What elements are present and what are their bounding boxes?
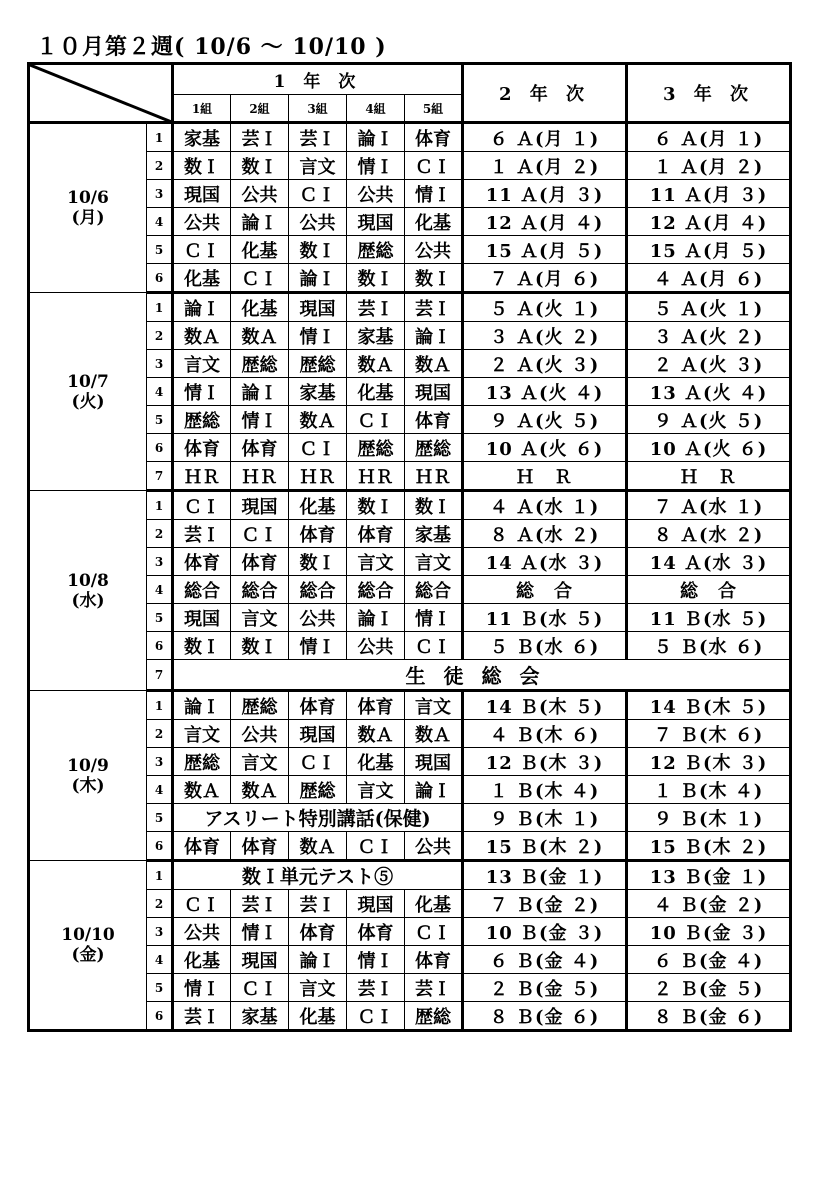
subject-cell: 芸Ｉ xyxy=(289,890,347,918)
subject-cell: 公共 xyxy=(347,632,405,660)
subject-cell: 体育 xyxy=(289,520,347,548)
grade3-cell: ５ Ａ(火 １) xyxy=(627,293,791,322)
subject-cell: 論Ｉ xyxy=(347,123,405,152)
period-number: 4 xyxy=(147,576,173,604)
subject-cell: 化基 xyxy=(289,491,347,520)
subject-cell: 体育 xyxy=(289,691,347,720)
day-weekday: (金) xyxy=(71,945,105,965)
day-cell xyxy=(29,293,147,491)
subject-cell: 歴総 xyxy=(173,406,231,434)
subject-cell: 言文 xyxy=(347,548,405,576)
grade3-cell: ５ Ｂ(水 ６) xyxy=(627,632,791,660)
subject-cell: 数Ａ xyxy=(173,776,231,804)
subject-cell: 総合 xyxy=(289,576,347,604)
grade3-cell: 10 Ａ(火 ６) xyxy=(627,434,791,462)
subject-cell: 化基 xyxy=(405,208,463,236)
period-number: 6 xyxy=(147,434,173,462)
period-number: 5 xyxy=(147,804,173,832)
grade1-header: 1 年 次 xyxy=(173,64,463,95)
subject-cell: 化基 xyxy=(405,890,463,918)
subject-cell: 現国 xyxy=(405,748,463,776)
period-number: 3 xyxy=(147,918,173,946)
subject-cell: ＨＲ xyxy=(405,462,463,491)
grade3-cell: ４ Ａ(月 ６) xyxy=(627,264,791,293)
period-number: 1 xyxy=(147,293,173,322)
subject-cell: 言文 xyxy=(289,974,347,1002)
grade2-cell: ６ Ａ(月 １) xyxy=(463,123,627,152)
subject-cell: 歴総 xyxy=(289,350,347,378)
subject-cell: 総合 xyxy=(347,576,405,604)
subject-cell: ＣＩ xyxy=(405,632,463,660)
subject-cell: 家基 xyxy=(347,322,405,350)
day-cell xyxy=(29,691,147,861)
grade3-cell: ９ Ａ(火 ５) xyxy=(627,406,791,434)
subject-cell: 芸Ｉ xyxy=(405,974,463,1002)
table-row xyxy=(29,861,791,890)
subject-cell: 芸Ｉ xyxy=(289,123,347,152)
period-number: 3 xyxy=(147,350,173,378)
subject-cell: 現国 xyxy=(405,378,463,406)
subject-cell: ＣＩ xyxy=(347,1002,405,1031)
subject-cell: 言文 xyxy=(405,548,463,576)
day-weekday: (水) xyxy=(71,590,105,611)
table-row xyxy=(29,691,791,720)
grade3-cell: ８ Ｂ(金 ６) xyxy=(627,1002,791,1031)
day-date: 10/9 xyxy=(67,755,109,776)
timetable-body xyxy=(29,123,791,1031)
grade3-cell: １ Ｂ(木 ４) xyxy=(627,776,791,804)
grade2-cell: 10 Ａ(火 ６) xyxy=(463,434,627,462)
subject-cell: ＣＩ xyxy=(347,406,405,434)
period-number: 6 xyxy=(147,632,173,660)
subject-cell: ＣＩ xyxy=(347,832,405,861)
subject-cell: 数Ａ xyxy=(289,832,347,861)
subject-cell: 数Ａ xyxy=(347,350,405,378)
grade2-cell: ２ Ａ(火 ３) xyxy=(463,350,627,378)
table-row xyxy=(29,123,791,152)
subject-cell: 数Ａ xyxy=(289,406,347,434)
grade3-cell: ６ Ａ(月 １) xyxy=(627,123,791,152)
subject-cell: ＣＩ xyxy=(173,236,231,264)
subject-cell: ＨＲ xyxy=(347,462,405,491)
grade3-cell: 11 Ａ(月 ３) xyxy=(627,180,791,208)
class-header: 2組 xyxy=(231,95,289,123)
subject-cell: 数Ｉ xyxy=(405,491,463,520)
subject-cell: 体育 xyxy=(173,434,231,462)
subject-cell: ＣＩ xyxy=(289,180,347,208)
subject-cell: 公共 xyxy=(173,918,231,946)
subject-cell: 体育 xyxy=(347,520,405,548)
grade2-cell: ２ Ｂ(金 ５) xyxy=(463,974,627,1002)
subject-cell: 現国 xyxy=(289,293,347,322)
subject-cell: ＣＩ xyxy=(405,918,463,946)
subject-cell: 公共 xyxy=(231,720,289,748)
grade3-cell: 11 Ｂ(水 ５) xyxy=(627,604,791,632)
subject-cell: 現国 xyxy=(347,208,405,236)
subject-cell: 歴総 xyxy=(231,691,289,720)
period-number: 2 xyxy=(147,890,173,918)
grade3-cell: 14 Ａ(水 ３) xyxy=(627,548,791,576)
subject-cell: 歴総 xyxy=(347,236,405,264)
subject-cell: 数Ａ xyxy=(231,322,289,350)
subject-cell: ＣＩ xyxy=(231,974,289,1002)
subject-cell: 情Ｉ xyxy=(347,152,405,180)
grade3-cell: ３ Ａ(火 ２) xyxy=(627,322,791,350)
grade2-cell: ９ Ａ(火 ５) xyxy=(463,406,627,434)
grade2-cell: 14 Ｂ(木 ５) xyxy=(463,691,627,720)
subject-cell: 情Ｉ xyxy=(405,604,463,632)
period-number: 7 xyxy=(147,660,173,691)
period-number: 4 xyxy=(147,208,173,236)
subject-cell: 数Ｉ xyxy=(405,264,463,293)
page-title: １０月第２週( 10/6 ～ 10/10 ) xyxy=(36,34,387,60)
subject-cell: 論Ｉ xyxy=(231,208,289,236)
grade2-cell: ３ Ａ(火 ２) xyxy=(463,322,627,350)
subject-cell: 現国 xyxy=(173,604,231,632)
subject-cell: 化基 xyxy=(231,293,289,322)
subject-cell: 言文 xyxy=(231,748,289,776)
subject-cell: 芸Ｉ xyxy=(173,520,231,548)
subject-cell: 公共 xyxy=(347,180,405,208)
class-header: 5組 xyxy=(405,95,463,123)
subject-cell: 情Ｉ xyxy=(405,180,463,208)
subject-cell: 歴総 xyxy=(289,776,347,804)
grade2-cell: 11 Ａ(月 ３) xyxy=(463,180,627,208)
subject-cell: 化基 xyxy=(347,748,405,776)
grade2-cell: ４ Ａ(水 １) xyxy=(463,491,627,520)
subject-cell: 情Ｉ xyxy=(289,632,347,660)
subject-cell: 体育 xyxy=(173,548,231,576)
day-weekday: (火) xyxy=(71,391,105,412)
subject-cell: ＣＩ xyxy=(289,434,347,462)
subject-cell: 体育 xyxy=(231,548,289,576)
subject-cell: 家基 xyxy=(173,123,231,152)
subject-cell: 言文 xyxy=(231,604,289,632)
subject-cell: 芸Ｉ xyxy=(405,293,463,322)
grade2-cell: 総 合 xyxy=(463,576,627,604)
table-row xyxy=(29,491,791,520)
day-weekday: (月) xyxy=(71,208,105,228)
timetable xyxy=(27,62,792,1032)
subject-cell: 数Ａ xyxy=(347,720,405,748)
subject-cell: 数Ｉ xyxy=(347,264,405,293)
subject-cell: 体育 xyxy=(347,691,405,720)
subject-cell: 論Ｉ xyxy=(289,264,347,293)
subject-cell: 体育 xyxy=(405,123,463,152)
day-date: 10/7 xyxy=(67,371,109,392)
grade2-cell: 14 Ａ(水 ３) xyxy=(463,548,627,576)
subject-cell: 数Ｉ xyxy=(289,236,347,264)
period-number: 5 xyxy=(147,406,173,434)
grade2-cell: 13 Ｂ(金 １) xyxy=(463,861,627,890)
period-number: 5 xyxy=(147,236,173,264)
class-header: 3組 xyxy=(289,95,347,123)
period-number: 4 xyxy=(147,946,173,974)
subject-cell: ＣＩ xyxy=(405,152,463,180)
subject-cell: 数Ｉ xyxy=(289,548,347,576)
subject-cell: 化基 xyxy=(289,1002,347,1031)
subject-cell: 現国 xyxy=(231,491,289,520)
subject-cell: 公共 xyxy=(405,832,463,861)
subject-cell: 数Ｉ xyxy=(231,632,289,660)
grade2-cell: ８ Ａ(水 ２) xyxy=(463,520,627,548)
subject-cell: 論Ｉ xyxy=(289,946,347,974)
grade3-cell: ２ Ｂ(金 ５) xyxy=(627,974,791,1002)
subject-cell: 体育 xyxy=(289,918,347,946)
subject-cell: 家基 xyxy=(289,378,347,406)
grade3-cell: １ Ａ(月 ２) xyxy=(627,152,791,180)
grade3-cell: 12 Ｂ(木 ３) xyxy=(627,748,791,776)
subject-cell: 論Ｉ xyxy=(173,293,231,322)
period-number: 3 xyxy=(147,548,173,576)
period-number: 2 xyxy=(147,720,173,748)
subject-cell: 歴総 xyxy=(405,1002,463,1031)
subject-cell: 現国 xyxy=(231,946,289,974)
grade3-cell: 総 合 xyxy=(627,576,791,604)
grade2-cell: 13 Ａ(火 ４) xyxy=(463,378,627,406)
subject-cell: 体育 xyxy=(173,832,231,861)
grade2-cell: ７ Ａ(月 ６) xyxy=(463,264,627,293)
event-cell: 数Ｉ単元テスト⑤ xyxy=(173,861,463,890)
period-number: 1 xyxy=(147,491,173,520)
subject-cell: 言文 xyxy=(289,152,347,180)
subject-cell: 体育 xyxy=(347,918,405,946)
period-number: 4 xyxy=(147,776,173,804)
period-number: 2 xyxy=(147,520,173,548)
grade2-cell: 15 Ｂ(木 ２) xyxy=(463,832,627,861)
subject-cell: 数Ｉ xyxy=(347,491,405,520)
grade3-cell: ９ Ｂ(木 １) xyxy=(627,804,791,832)
subject-cell: 現国 xyxy=(347,890,405,918)
subject-cell: 情Ｉ xyxy=(173,974,231,1002)
subject-cell: 数Ｉ xyxy=(173,152,231,180)
grade2-cell: ７ Ｂ(金 ２) xyxy=(463,890,627,918)
subject-cell: 体育 xyxy=(405,406,463,434)
period-number: 2 xyxy=(147,322,173,350)
subject-cell: ＣＩ xyxy=(173,491,231,520)
subject-cell: 言文 xyxy=(173,720,231,748)
subject-cell: 数Ｉ xyxy=(231,152,289,180)
period-number: 6 xyxy=(147,1002,173,1031)
grade3-cell: 13 Ｂ(金 １) xyxy=(627,861,791,890)
period-number: 4 xyxy=(147,378,173,406)
period-number: 3 xyxy=(147,748,173,776)
subject-cell: 芸Ｉ xyxy=(231,123,289,152)
subject-cell: 総合 xyxy=(173,576,231,604)
subject-cell: 数Ｉ xyxy=(173,632,231,660)
period-number: 5 xyxy=(147,604,173,632)
subject-cell: 公共 xyxy=(289,604,347,632)
subject-cell: 情Ｉ xyxy=(347,946,405,974)
class-header: 4組 xyxy=(347,95,405,123)
subject-cell: 論Ｉ xyxy=(347,604,405,632)
period-number: 7 xyxy=(147,462,173,491)
subject-cell: 総合 xyxy=(231,576,289,604)
subject-cell: 体育 xyxy=(405,946,463,974)
subject-cell: 論Ｉ xyxy=(405,322,463,350)
day-weekday: (木) xyxy=(71,775,105,796)
subject-cell: 歴総 xyxy=(405,434,463,462)
subject-cell: 言文 xyxy=(405,691,463,720)
day-date: 10/10 xyxy=(61,925,115,945)
subject-cell: 体育 xyxy=(231,434,289,462)
subject-cell: 数Ａ xyxy=(173,322,231,350)
subject-cell: 歴総 xyxy=(231,350,289,378)
corner-diagonal xyxy=(30,65,173,123)
subject-cell: ＣＩ xyxy=(231,264,289,293)
grade2-cell: 12 Ａ(月 ４) xyxy=(463,208,627,236)
grade2-cell: ９ Ｂ(木 １) xyxy=(463,804,627,832)
subject-cell: 公共 xyxy=(231,180,289,208)
grade2-cell: １ Ａ(月 ２) xyxy=(463,152,627,180)
period-number: 1 xyxy=(147,691,173,720)
subject-cell: 情Ｉ xyxy=(289,322,347,350)
subject-cell: 歴総 xyxy=(173,748,231,776)
period-number: 6 xyxy=(147,832,173,861)
grade3-cell: ４ Ｂ(金 ２) xyxy=(627,890,791,918)
event-cell: 生徒総会 xyxy=(173,660,791,691)
period-number: 2 xyxy=(147,152,173,180)
subject-cell: 化基 xyxy=(173,946,231,974)
grade3-cell: 14 Ｂ(木 ５) xyxy=(627,691,791,720)
period-number: 5 xyxy=(147,974,173,1002)
subject-cell: 数Ａ xyxy=(405,720,463,748)
day-date: 10/8 xyxy=(67,570,109,591)
subject-cell: 数Ａ xyxy=(405,350,463,378)
grade2-cell: １ Ｂ(木 ４) xyxy=(463,776,627,804)
grade2-cell: ８ Ｂ(金 ６) xyxy=(463,1002,627,1031)
grade3-cell: ８ Ａ(水 ２) xyxy=(627,520,791,548)
subject-cell: 家基 xyxy=(405,520,463,548)
subject-cell: 言文 xyxy=(347,776,405,804)
subject-cell: 論Ｉ xyxy=(173,691,231,720)
subject-cell: 化基 xyxy=(173,264,231,293)
subject-cell: 芸Ｉ xyxy=(231,890,289,918)
grade3-cell: ７ Ａ(水 １) xyxy=(627,491,791,520)
grade3-cell: Ｈ Ｒ xyxy=(627,462,791,491)
subject-cell: 公共 xyxy=(405,236,463,264)
subject-cell: 歴総 xyxy=(347,434,405,462)
day-cell xyxy=(29,123,147,293)
subject-cell: ＨＲ xyxy=(289,462,347,491)
subject-cell: 芸Ｉ xyxy=(347,293,405,322)
subject-cell: 芸Ｉ xyxy=(347,974,405,1002)
grade2-cell: 15 Ａ(月 ５) xyxy=(463,236,627,264)
subject-cell: 論Ｉ xyxy=(405,776,463,804)
grade3-cell: 10 Ｂ(金 ３) xyxy=(627,918,791,946)
subject-cell: 現国 xyxy=(173,180,231,208)
period-number: 1 xyxy=(147,861,173,890)
subject-cell: 現国 xyxy=(289,720,347,748)
grade2-cell: ５ Ａ(火 １) xyxy=(463,293,627,322)
subject-cell: 化基 xyxy=(231,236,289,264)
subject-cell: 論Ｉ xyxy=(231,378,289,406)
subject-cell: ＣＩ xyxy=(173,890,231,918)
grade3-cell: ２ Ａ(火 ３) xyxy=(627,350,791,378)
period-number: 1 xyxy=(147,123,173,152)
grade2-cell: ６ Ｂ(金 ４) xyxy=(463,946,627,974)
grade3-cell: 15 Ａ(月 ５) xyxy=(627,236,791,264)
subject-cell: 公共 xyxy=(173,208,231,236)
grade2-cell: ４ Ｂ(木 ６) xyxy=(463,720,627,748)
period-number: 6 xyxy=(147,264,173,293)
grade2-cell: 10 Ｂ(金 ３) xyxy=(463,918,627,946)
day-cell xyxy=(29,491,147,691)
grade3-header: 3 年 次 xyxy=(627,64,791,123)
grade2-header: 2 年 次 xyxy=(463,64,627,123)
grade3-cell: 15 Ｂ(木 ２) xyxy=(627,832,791,861)
grade3-cell: 12 Ａ(月 ４) xyxy=(627,208,791,236)
class-header: 1組 xyxy=(173,95,231,123)
subject-cell: 芸Ｉ xyxy=(173,1002,231,1031)
subject-cell: ＣＩ xyxy=(289,748,347,776)
period-number: 3 xyxy=(147,180,173,208)
table-row xyxy=(29,293,791,322)
grade2-cell: 11 Ｂ(水 ５) xyxy=(463,604,627,632)
grade2-cell: 12 Ｂ(木 ３) xyxy=(463,748,627,776)
grade3-cell: ６ Ｂ(金 ４) xyxy=(627,946,791,974)
subject-cell: 言文 xyxy=(173,350,231,378)
header-corner xyxy=(29,64,173,123)
subject-cell: 数Ａ xyxy=(231,776,289,804)
subject-cell: 家基 xyxy=(231,1002,289,1031)
subject-cell: 公共 xyxy=(289,208,347,236)
grade3-cell: ７ Ｂ(木 ６) xyxy=(627,720,791,748)
day-date: 10/6 xyxy=(67,188,109,208)
subject-cell: 総合 xyxy=(405,576,463,604)
grade2-cell: ５ Ｂ(水 ６) xyxy=(463,632,627,660)
subject-cell: 情Ｉ xyxy=(173,378,231,406)
subject-cell: 情Ｉ xyxy=(231,918,289,946)
subject-cell: 化基 xyxy=(347,378,405,406)
subject-cell: ＨＲ xyxy=(173,462,231,491)
subject-cell: 体育 xyxy=(231,832,289,861)
day-cell xyxy=(29,861,147,1031)
grade3-cell: 13 Ａ(火 ４) xyxy=(627,378,791,406)
event-cell: アスリート特別講話(保健) xyxy=(173,804,463,832)
subject-cell: 情Ｉ xyxy=(231,406,289,434)
subject-cell: ＣＩ xyxy=(231,520,289,548)
subject-cell: ＨＲ xyxy=(231,462,289,491)
grade2-cell: Ｈ Ｒ xyxy=(463,462,627,491)
